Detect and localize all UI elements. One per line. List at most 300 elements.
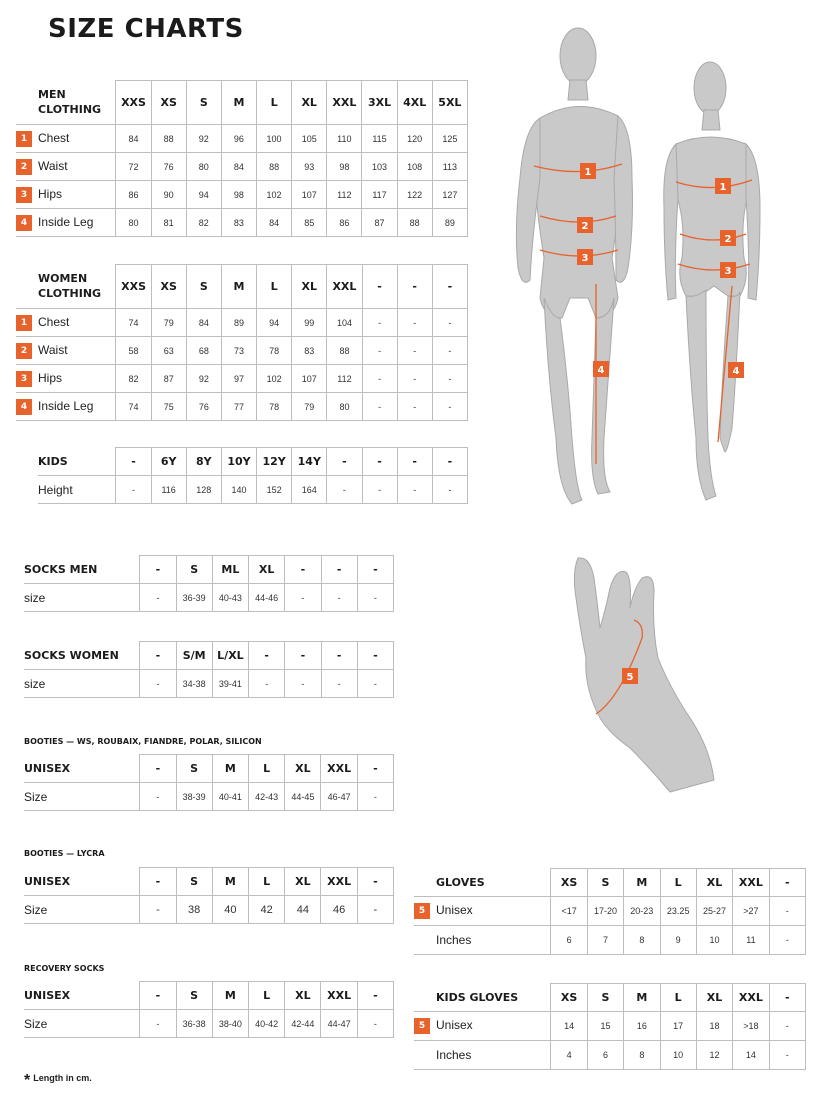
row-label-text: Size [24,789,48,804]
size-header: M [212,755,248,783]
row-label-text: Hips [38,186,63,201]
measure-badge: 5 [414,903,430,919]
table-cell: - [249,670,285,698]
table-cell: 77 [221,393,256,421]
table-row [414,1012,806,1041]
row-label [414,926,551,955]
size-header: XXS [116,265,151,309]
svg-text:5: 5 [626,672,634,683]
table-cell: - [362,365,397,393]
row-label [24,783,140,811]
size-header: L [249,755,285,783]
size-header: XL [292,265,327,309]
row-label-text: size [24,590,46,605]
table-cell: 127 [432,181,467,209]
size-header: XS [551,984,587,1012]
unisex-header: UNISEX [24,868,140,896]
table-cell: - [327,476,362,504]
table-cell: 44-45 [285,783,321,811]
table-cell: - [769,1012,805,1041]
size-header: - [249,642,285,670]
table-cell: 11 [733,926,769,955]
figure-badge [580,163,596,179]
size-header: XXL [733,869,769,897]
row-label [24,584,140,612]
row-label [16,209,116,237]
table-cell: 38-39 [176,783,212,811]
table-cell: 82 [116,365,151,393]
row-label [16,393,116,421]
measure-badge: 1 [16,315,32,331]
table-cell: - [140,584,176,612]
size-header: XXL [327,81,362,125]
table-cell: 79 [292,393,327,421]
row-label [16,365,116,393]
table-cell: 10 [696,926,732,955]
size-header: - [397,448,432,476]
table-cell: 98 [221,181,256,209]
size-header: 6Y [151,448,186,476]
table-cell: - [769,897,805,926]
table-cell: 39-41 [212,670,248,698]
size-header: L [249,868,285,896]
table-cell: 90 [151,181,186,209]
table-cell: 115 [362,125,397,153]
table-cell: 128 [186,476,221,504]
table-cell: 63 [151,337,186,365]
size-header: S [176,755,212,783]
size-header: 14Y [292,448,327,476]
size-header: 8Y [186,448,221,476]
table-cell: 78 [257,337,292,365]
measure-badge: 4 [16,215,32,231]
size-header: - [432,448,467,476]
table-cell: - [357,896,393,924]
kids-table [38,447,468,504]
table-cell: 68 [186,337,221,365]
table-cell: 140 [221,476,256,504]
table-cell: 83 [292,337,327,365]
size-header: XL [285,868,321,896]
table-cell: 86 [327,209,362,237]
table-cell: 14 [551,1012,587,1041]
table-cell: 8 [624,926,660,955]
size-header: - [357,755,393,783]
size-header: - [140,755,176,783]
size-header: S [186,265,221,309]
table-row [414,926,806,955]
size-header: XL [249,556,285,584]
size-header: - [432,265,467,309]
row-label [24,896,140,924]
size-header: - [357,868,393,896]
table-row [16,181,468,209]
size-header: - [362,448,397,476]
booties-lycra-subtitle: BOOTIES — LYCRA [24,849,105,858]
size-header: - [362,265,397,309]
size-header: L [660,984,696,1012]
unisex-header: UNISEX [24,755,140,783]
row-label-text: Unisex [436,1018,473,1033]
table-row [24,896,394,924]
table-cell: 102 [257,181,292,209]
table-cell: 107 [292,181,327,209]
table-cell: 125 [432,125,467,153]
size-header: XXL [327,265,362,309]
table-cell: 92 [186,125,221,153]
measure-badge: 3 [16,187,32,203]
size-header: L [249,982,285,1010]
table-cell: - [397,393,432,421]
size-header: - [397,265,432,309]
table-cell: 80 [186,153,221,181]
svg-text:4: 4 [597,365,605,376]
size-header: XXL [733,984,769,1012]
table-cell: - [397,476,432,504]
size-header: - [285,642,321,670]
booties-lycra-table [24,867,394,924]
table-cell: 18 [696,1012,732,1041]
size-header: S [176,868,212,896]
row-label-text: Chest [38,314,70,329]
table-cell: 4 [551,1041,587,1070]
table-cell: - [432,309,467,337]
table-cell: 110 [327,125,362,153]
table-cell: 79 [151,309,186,337]
table-cell: 117 [362,181,397,209]
size-header: M [221,265,256,309]
table-cell: - [432,476,467,504]
svg-text:3: 3 [724,266,732,277]
table-cell: 88 [151,125,186,153]
table-cell: 34-38 [176,670,212,698]
table-cell: 108 [397,153,432,181]
recovery-socks-table [24,981,394,1038]
row-label [414,897,551,926]
size-header: - [140,868,176,896]
row-label [16,181,116,209]
size-header: - [321,642,357,670]
table-row [16,337,468,365]
table-cell: 38 [176,896,212,924]
socks-women-table [24,641,394,698]
row-label [414,1041,551,1070]
size-header: 5XL [432,81,467,125]
row-label [16,337,116,365]
table-cell: 99 [292,309,327,337]
size-header: S [176,556,212,584]
table-cell: <17 [551,897,587,926]
measure-badge: 2 [16,159,32,175]
hand-illustration [560,548,730,798]
size-header: XL [285,755,321,783]
table-cell: 164 [292,476,327,504]
size-header: S [587,984,623,1012]
table-cell: 100 [257,125,292,153]
figure-badge [728,362,744,378]
table-cell: 89 [432,209,467,237]
body-figures-illustration [500,18,790,518]
table-cell: 104 [327,309,362,337]
booties-ws-table [24,754,394,811]
size-header: XXL [321,868,357,896]
svg-text:1: 1 [719,182,727,193]
table-cell: 7 [587,926,623,955]
row-label-text: Inches [436,1048,472,1062]
row-label-text: Inside Leg [38,398,94,413]
table-cell: 36-39 [176,584,212,612]
table-cell: 102 [257,365,292,393]
page-title: SIZE CHARTS [48,14,244,44]
size-header: 10Y [221,448,256,476]
table-cell: - [140,896,176,924]
table-cell: 15 [587,1012,623,1041]
table-cell: 40-43 [212,584,248,612]
row-label [24,1010,140,1038]
table-cell: 113 [432,153,467,181]
svg-text:1: 1 [584,167,592,178]
row-label-text: Size [24,1016,48,1031]
table-row [16,125,468,153]
figure-badge [593,361,609,377]
table-cell: 85 [292,209,327,237]
table-cell: 152 [257,476,292,504]
table-cell: 122 [397,181,432,209]
table-cell: 58 [116,337,151,365]
row-label [24,670,140,698]
table-cell: 81 [151,209,186,237]
size-header: L [257,81,292,125]
row-label-text: size [24,676,46,691]
size-header: L/XL [212,642,248,670]
table-cell: 84 [257,209,292,237]
table-cell: - [397,337,432,365]
table-row [24,1010,394,1038]
row-label-text: Chest [38,130,70,145]
table-cell: 103 [362,153,397,181]
size-header: L [257,265,292,309]
measure-badge: 3 [16,371,32,387]
row-label-text: Height [38,482,73,497]
table-cell: 116 [151,476,186,504]
size-header: M [624,869,660,897]
size-header: XXL [321,982,357,1010]
svg-text:3: 3 [581,253,589,264]
table-cell: 16 [624,1012,660,1041]
table-cell: - [357,783,393,811]
table-cell: 92 [186,365,221,393]
size-header: 3XL [362,81,397,125]
table-cell: 98 [327,153,362,181]
kids-header: KIDS [38,448,116,476]
table-cell: 72 [116,153,151,181]
table-cell: 23.25 [660,897,696,926]
table-cell: - [769,1041,805,1070]
table-cell: - [769,926,805,955]
size-header: XL [696,984,732,1012]
row-label [414,1012,551,1041]
table-cell: >18 [733,1012,769,1041]
table-cell: 44-47 [321,1010,357,1038]
size-header: M [212,868,248,896]
row-label [16,309,116,337]
gloves-header: GLOVES [414,869,551,897]
table-cell: - [362,337,397,365]
table-cell: 105 [292,125,327,153]
table-cell: 94 [257,309,292,337]
table-cell: - [362,393,397,421]
size-header: - [321,556,357,584]
table-cell: - [321,670,357,698]
table-cell: - [362,476,397,504]
table-cell: 78 [257,393,292,421]
size-header: - [140,642,176,670]
size-header: 12Y [257,448,292,476]
row-label-text: Size [24,902,48,917]
table-cell: - [432,337,467,365]
table-cell: 89 [221,309,256,337]
table-cell: - [140,1010,176,1038]
kids-gloves-table [414,983,806,1070]
table-cell: 12 [696,1041,732,1070]
size-header: XS [151,265,186,309]
table-cell: 93 [292,153,327,181]
unisex-header: UNISEX [24,982,140,1010]
size-header: XS [151,81,186,125]
table-row [16,209,468,237]
table-row [16,393,468,421]
table-cell: 88 [397,209,432,237]
recovery-socks-subtitle: RECOVERY SOCKS [24,964,105,973]
measure-badge: 1 [16,131,32,147]
socks-men-header: SOCKS MEN [24,556,140,584]
table-cell: 20-23 [624,897,660,926]
table-cell: 94 [186,181,221,209]
size-header: XL [696,869,732,897]
size-header: XL [285,982,321,1010]
row-label-text: Inches [436,933,472,947]
table-cell: - [357,584,393,612]
row-label-text: Hips [38,370,63,385]
table-cell: 87 [151,365,186,393]
table-cell: 84 [186,309,221,337]
table-cell: 38-40 [212,1010,248,1038]
size-header: - [285,556,321,584]
table-cell: - [116,476,151,504]
table-cell: - [285,584,321,612]
table-cell: 112 [327,365,362,393]
size-header: ML [212,556,248,584]
table-cell: 84 [116,125,151,153]
socks-men-table [24,555,394,612]
table-cell: 87 [362,209,397,237]
size-header: - [357,642,393,670]
size-header: S [176,982,212,1010]
table-row [414,1041,806,1070]
women-clothing-header: WOMEN CLOTHING [16,265,116,309]
figure-badge [715,178,731,194]
hand-figure [574,558,714,792]
table-cell: 42 [249,896,285,924]
table-cell: - [432,365,467,393]
size-header: - [327,448,362,476]
row-label-text: Waist [38,158,68,173]
table-cell: >27 [733,897,769,926]
table-row [16,153,468,181]
table-cell: 76 [151,153,186,181]
size-header: - [116,448,151,476]
table-cell: - [357,670,393,698]
size-header: XL [292,81,327,125]
table-cell: 74 [116,393,151,421]
table-cell: 44-46 [249,584,285,612]
table-cell: 84 [221,153,256,181]
table-cell: 75 [151,393,186,421]
table-cell: 74 [116,309,151,337]
table-cell: 14 [733,1041,769,1070]
table-cell: 73 [221,337,256,365]
table-cell: 42-44 [285,1010,321,1038]
row-label [16,125,116,153]
size-header: XXL [321,755,357,783]
male-mannequin-figure [516,28,632,504]
table-cell: 25-27 [696,897,732,926]
row-label [16,153,116,181]
size-header: L [660,869,696,897]
table-cell: 76 [186,393,221,421]
table-cell: 40-42 [249,1010,285,1038]
size-header: - [140,556,176,584]
table-cell: 36-38 [176,1010,212,1038]
table-cell: 46-47 [321,783,357,811]
table-cell: 86 [116,181,151,209]
svg-text:4: 4 [732,366,740,377]
footnote: * Length in cm. [24,1072,92,1089]
row-label-text: Inside Leg [38,214,94,229]
size-header: S [186,81,221,125]
size-header: S/M [176,642,212,670]
size-header: - [769,869,805,897]
row-label [38,476,116,504]
figure-badge [577,217,593,233]
measure-badge: 2 [16,343,32,359]
women-clothing-table [16,264,468,421]
table-cell: 97 [221,365,256,393]
row-label-text: Waist [38,342,68,357]
booties-ws-subtitle: BOOTIES — WS, ROUBAIX, FIANDRE, POLAR, SILICON [24,737,262,746]
table-cell: 8 [624,1041,660,1070]
men-clothing-table [16,80,468,237]
size-header: XXS [116,81,151,125]
table-cell: 44 [285,896,321,924]
table-cell: 80 [327,393,362,421]
table-row [16,365,468,393]
table-cell: 83 [221,209,256,237]
measure-badge: 5 [414,1018,430,1034]
table-cell: - [432,393,467,421]
table-row [414,897,806,926]
figure-badge [720,262,736,278]
gloves-table [414,868,806,955]
socks-women-header: SOCKS WOMEN [24,642,140,670]
table-cell: 82 [186,209,221,237]
table-row [24,670,394,698]
table-cell: 6 [551,926,587,955]
measure-badge: 4 [16,399,32,415]
figure-badge [720,230,736,246]
table-cell: - [285,670,321,698]
table-row [38,476,468,504]
